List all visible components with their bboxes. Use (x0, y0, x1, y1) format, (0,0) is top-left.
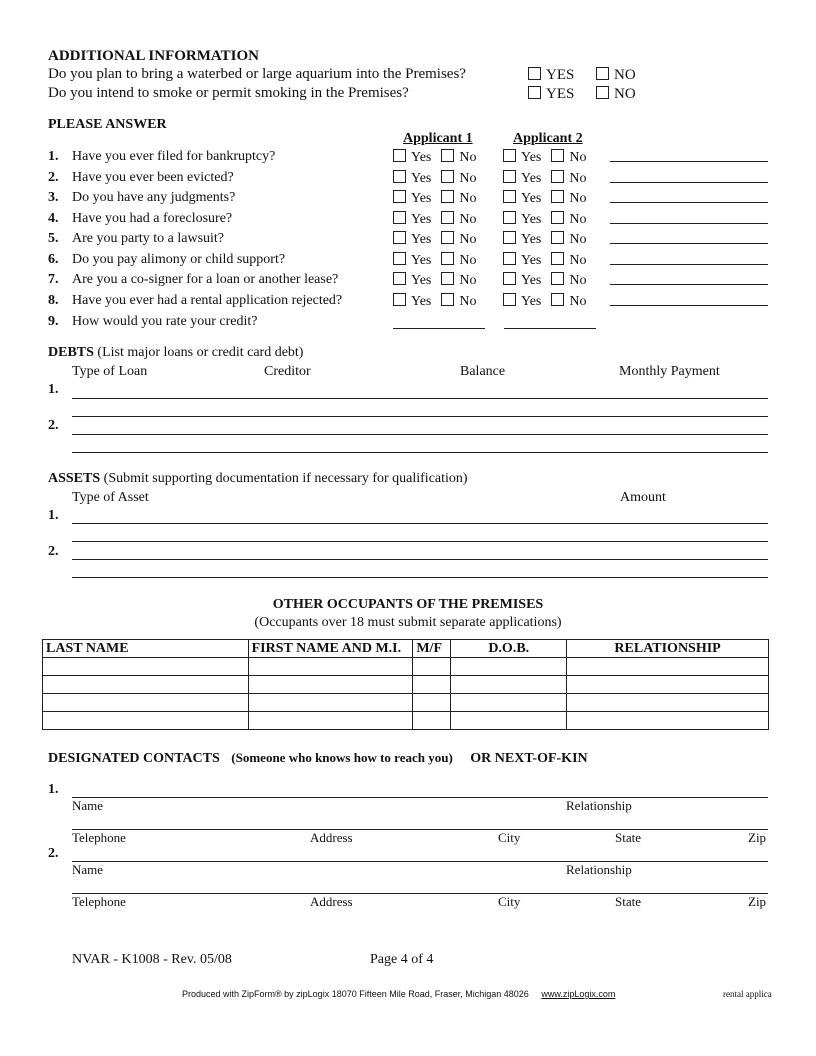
applicant2-answer-q6: Yes No (503, 252, 587, 269)
applicant2-yes-checkbox[interactable] (503, 252, 516, 265)
waterbed-no-option: NO (596, 67, 636, 84)
occupant-first-name-cell[interactable] (248, 694, 413, 712)
debts-col-type: Type of Loan (72, 364, 148, 379)
occupant-last-name-cell[interactable] (43, 694, 249, 712)
explanation-line-q7[interactable] (610, 284, 768, 285)
assets-subheading: (Submit supporting documentation if necessary for qualification) (103, 471, 468, 486)
debt-row-number: 1. (48, 382, 59, 397)
occupant-row (43, 712, 769, 730)
applicant1-no-checkbox[interactable] (441, 190, 454, 203)
applicant1-yes-checkbox[interactable] (393, 272, 406, 285)
occupant-mf-cell[interactable] (413, 676, 451, 694)
question-number: 9. (48, 314, 59, 329)
occupant-relationship-cell[interactable] (567, 712, 769, 730)
applicant1-no-checkbox[interactable] (441, 272, 454, 285)
contact-telephone-label: Telephone (72, 830, 126, 845)
document-name: rental applica (723, 989, 772, 999)
contact-city-label: City (498, 894, 521, 909)
contacts-subheading: (Someone who knows how to reach you) (231, 750, 453, 765)
applicant2-no-checkbox[interactable] (551, 149, 564, 162)
applicant2-no-checkbox[interactable] (551, 293, 564, 306)
explanation-line-q1[interactable] (610, 161, 768, 162)
contact-2-address-line[interactable] (72, 893, 768, 894)
occupant-last-name-cell[interactable] (43, 712, 249, 730)
debt-row-number: 2. (48, 418, 59, 433)
applicant2-yes-checkbox[interactable] (503, 293, 516, 306)
applicant1-no-checkbox[interactable] (441, 170, 454, 183)
waterbed-yes-option: YES (528, 67, 574, 84)
applicant2-no-checkbox[interactable] (551, 272, 564, 285)
applicant2-yes-checkbox[interactable] (503, 211, 516, 224)
question-text: Have you ever filed for bankruptcy? (72, 149, 276, 164)
applicant1-yes-checkbox[interactable] (393, 190, 406, 203)
debts-heading: DEBTS (48, 345, 94, 360)
contact-zip-label: Zip (748, 830, 767, 845)
question-number: 2. (48, 170, 59, 185)
applicant1-no-checkbox[interactable] (441, 231, 454, 244)
applicant2-answer-q3: Yes No (503, 190, 587, 207)
applicant2-no-checkbox[interactable] (551, 190, 564, 203)
applicant2-heading: Applicant 2 (513, 131, 583, 146)
applicant1-answer-q4: Yes No (393, 211, 477, 228)
waterbed-no-checkbox[interactable] (596, 67, 609, 80)
assets-heading-line (48, 471, 468, 487)
applicant2-no-checkbox[interactable] (551, 170, 564, 183)
question-text: Are you party to a lawsuit? (72, 231, 225, 246)
occupant-first-name-cell[interactable] (248, 658, 413, 676)
question-number: 8. (48, 293, 59, 308)
occupant-mf-cell[interactable] (413, 658, 451, 676)
occupant-row (43, 658, 769, 676)
contact-number: 1. (48, 782, 59, 797)
contact-state-label: State (615, 830, 641, 845)
applicant1-answer-q3: Yes No (393, 190, 477, 207)
explanation-line-q4[interactable] (610, 223, 768, 224)
occupants-subheading: (Occupants over 18 must submit separate applications) (254, 615, 562, 630)
applicant2-yes-checkbox[interactable] (503, 231, 516, 244)
smoking-no-checkbox[interactable] (596, 86, 609, 99)
question-text: Do you have any judgments? (72, 190, 236, 205)
smoking-question: Do you intend to smoke or permit smoking in the Premises? (48, 85, 409, 101)
asset-1-line2[interactable] (72, 541, 768, 542)
applicant1-no-checkbox[interactable] (441, 293, 454, 306)
applicant2-no-checkbox[interactable] (551, 252, 564, 265)
question-text: Are you a co-signer for a loan or another lease? (72, 272, 339, 287)
applicant1-yes-checkbox[interactable] (393, 293, 406, 306)
contacts-heading: DESIGNATED CONTACTS (48, 751, 220, 766)
contacts-heading-line (48, 750, 588, 767)
smoking-yes-checkbox[interactable] (528, 86, 541, 99)
applicant1-yes-checkbox[interactable] (393, 252, 406, 265)
occupant-relationship-cell[interactable] (567, 676, 769, 694)
debts-col-balance: Balance (460, 364, 506, 379)
assets-col-type: Type of Asset (72, 490, 149, 505)
occupant-dob-cell[interactable] (451, 676, 567, 694)
contact-telephone-label: Telephone (72, 894, 126, 909)
col-first-name: FIRST NAME AND M.I. (248, 640, 413, 658)
applicant1-yes-checkbox[interactable] (393, 231, 406, 244)
occupant-first-name-cell[interactable] (248, 676, 413, 694)
applicant1-no-checkbox[interactable] (441, 149, 454, 162)
occupant-row (43, 676, 769, 694)
question-text: Have you ever had a rental application rejected? (72, 293, 343, 308)
asset-2-line[interactable] (72, 559, 768, 560)
question-text: How would you rate your credit? (72, 314, 258, 329)
occupant-first-name-cell[interactable] (248, 712, 413, 730)
contact-address-label: Address (310, 894, 353, 909)
explanation-line-q5[interactable] (610, 243, 768, 244)
contact-2-name-line[interactable] (72, 861, 768, 862)
occupants-table (42, 639, 769, 730)
applicant1-yes-checkbox[interactable] (393, 211, 406, 224)
applicant2-answer-q5: Yes No (503, 231, 587, 248)
producer-line (182, 989, 615, 999)
question-number: 1. (48, 149, 59, 164)
question-text: Have you had a foreclosure? (72, 211, 233, 226)
contact-relationship-label: Relationship (566, 862, 632, 877)
explanation-line-q6[interactable] (610, 264, 768, 265)
applicant2-answer-q7: Yes No (503, 272, 587, 289)
col-relationship: RELATIONSHIP (567, 640, 769, 658)
occupants-header-row (43, 640, 769, 658)
debt-2-line[interactable] (72, 434, 768, 435)
occupant-row (43, 694, 769, 712)
applicant1-heading: Applicant 1 (403, 131, 473, 146)
question-number: 4. (48, 211, 59, 226)
applicant2-no-checkbox[interactable] (551, 231, 564, 244)
debts-heading-line (48, 345, 303, 361)
occupant-mf-cell[interactable] (413, 694, 451, 712)
applicant2-no-checkbox[interactable] (551, 211, 564, 224)
question-text: Have you ever been evicted? (72, 170, 234, 185)
debts-subheading: (List major loans or credit card debt) (97, 345, 304, 360)
applicant1-answer-q2: Yes No (393, 170, 477, 187)
occupant-relationship-cell[interactable] (567, 658, 769, 676)
contact-number: 2. (48, 846, 59, 861)
waterbed-yes-checkbox[interactable] (528, 67, 541, 80)
applicant2-yes-checkbox[interactable] (503, 272, 516, 285)
applicant1-no-checkbox[interactable] (441, 211, 454, 224)
applicant1-answer-q7: Yes No (393, 272, 477, 289)
contact-1-address-line[interactable] (72, 829, 768, 830)
applicant1-answer-q1: Yes No (393, 149, 477, 166)
col-mf: M/F (413, 640, 451, 658)
page-number: Page 4 of 4 (370, 952, 434, 967)
applicant2-answer-q4: Yes No (503, 211, 587, 228)
additional-info-heading: ADDITIONAL INFORMATION (48, 48, 259, 64)
assets-heading: ASSETS (48, 471, 101, 486)
applicant1-answer-q5: Yes No (393, 231, 477, 248)
col-dob: D.O.B. (451, 640, 567, 658)
occupant-last-name-cell[interactable] (43, 676, 249, 694)
waterbed-question: Do you plan to bring a waterbed or large aquarium into the Premises? (48, 66, 466, 82)
applicant1-answer-q6: Yes No (393, 252, 477, 269)
contact-state-label: State (615, 894, 641, 909)
ziplogix-link[interactable]: www.zipLogix.com (541, 989, 616, 999)
form-id: NVAR - K1008 - Rev. 05/08 (72, 952, 232, 967)
occupants-heading: OTHER OCCUPANTS OF THE PREMISES (272, 597, 544, 612)
applicant1-answer-q8: Yes No (393, 293, 477, 310)
contact-name-label: Name (72, 862, 104, 877)
contact-1-name-line[interactable] (72, 797, 768, 798)
debts-col-payment: Monthly Payment (619, 364, 720, 379)
question-number: 6. (48, 252, 59, 267)
contacts-or-kin: OR NEXT-OF-KIN (470, 751, 588, 766)
asset-row-number: 1. (48, 508, 59, 523)
occupant-mf-cell[interactable] (413, 712, 451, 730)
applicant2-credit-rating-line[interactable] (504, 328, 596, 329)
occupant-dob-cell[interactable] (451, 694, 567, 712)
contact-zip-label: Zip (748, 894, 767, 909)
applicant2-yes-checkbox[interactable] (503, 170, 516, 183)
applicant1-yes-checkbox[interactable] (393, 170, 406, 183)
occupant-relationship-cell[interactable] (567, 694, 769, 712)
applicant2-answer-q2: Yes No (503, 170, 587, 187)
asset-row-number: 2. (48, 544, 59, 559)
applicant1-credit-rating-line[interactable] (393, 328, 485, 329)
smoking-no-option: NO (596, 86, 636, 103)
occupant-dob-cell[interactable] (451, 658, 567, 676)
applicant2-answer-q8: Yes No (503, 293, 587, 310)
explanation-line-q2[interactable] (610, 182, 768, 183)
question-number: 7. (48, 272, 59, 287)
contact-city-label: City (498, 830, 521, 845)
question-number: 5. (48, 231, 59, 246)
debt-1-line2[interactable] (72, 416, 768, 417)
applicant2-yes-checkbox[interactable] (503, 149, 516, 162)
occupant-last-name-cell[interactable] (43, 658, 249, 676)
question-text: Do you pay alimony or child support? (72, 252, 286, 267)
assets-col-amount: Amount (620, 490, 666, 505)
occupant-dob-cell[interactable] (451, 712, 567, 730)
producer-text: Produced with ZipForm® by zipLogix 18070 Fifteen Mile Road, Fraser, Michigan 48026 (182, 989, 529, 999)
explanation-line-q3[interactable] (610, 202, 768, 203)
contact-address-label: Address (310, 830, 353, 845)
contact-name-label: Name (72, 798, 104, 813)
applicant1-yes-checkbox[interactable] (393, 149, 406, 162)
asset-1-line[interactable] (72, 523, 768, 524)
debt-1-line[interactable] (72, 398, 768, 399)
applicant2-yes-checkbox[interactable] (503, 190, 516, 203)
applicant1-no-checkbox[interactable] (441, 252, 454, 265)
contact-relationship-label: Relationship (566, 798, 632, 813)
explanation-line-q8[interactable] (610, 305, 768, 306)
col-last-name: LAST NAME (43, 640, 249, 658)
please-answer-heading: PLEASE ANSWER (48, 117, 167, 132)
question-number: 3. (48, 190, 59, 205)
occupants-table-body (43, 658, 769, 730)
debt-2-line2[interactable] (72, 452, 768, 453)
debts-col-creditor: Creditor (264, 364, 311, 379)
smoking-yes-option: YES (528, 86, 574, 103)
applicant2-answer-q1: Yes No (503, 149, 587, 166)
asset-2-line2[interactable] (72, 577, 768, 578)
